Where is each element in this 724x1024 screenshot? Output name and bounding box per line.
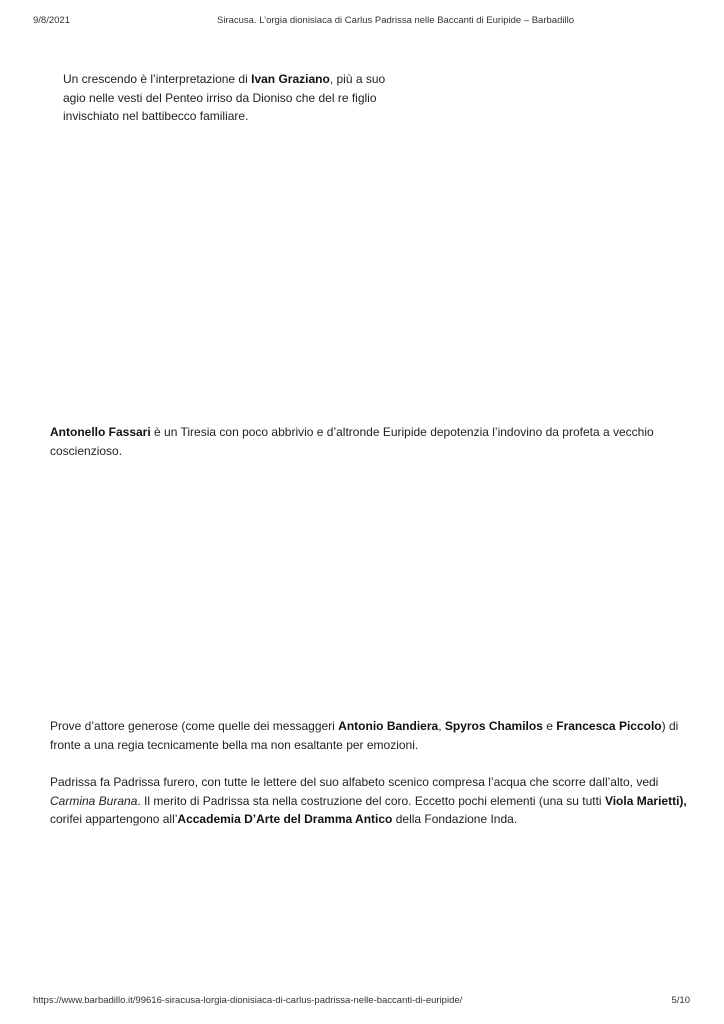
paragraph-padrissa bbox=[50, 773, 700, 829]
footer-page-number: 5/10 bbox=[671, 995, 690, 1006]
header-date: 9/8/2021 bbox=[33, 15, 70, 26]
paragraph-text: Un crescendo è l’interpretazione di bbox=[63, 72, 252, 86]
actor-name-ivan-graziano: Ivan Graziano bbox=[251, 72, 330, 86]
paragraph-text: corifei appartengono all’ bbox=[50, 812, 178, 826]
actor-name-viola-marietti: Viola Marietti), bbox=[604, 793, 687, 808]
work-title-carmina-burana: Carmina Burana bbox=[50, 793, 138, 808]
footer-url: https://www.barbadillo.it/99616-siracusa-lorgia-dionisiaca-di-carlus-padrissa-nelle-baccanti-di-euripide/ bbox=[33, 995, 463, 1006]
header-page-title: Siracusa. L’orgia dionisiaca di Carlus Padrissa nelle Baccanti di Euripide – Barbadillo bbox=[217, 15, 574, 26]
paragraph-text: Prove d’attore generose (come quelle dei messaggeri bbox=[50, 719, 339, 733]
paragraph-text: , bbox=[438, 719, 445, 733]
paragraph-text: Padrissa fa Padrissa furero, con tutte le lettere del suo alfabeto scenico compresa l’acqua che scorre dall’alto, vedi bbox=[50, 775, 659, 789]
paragraph-antonello-fassari bbox=[50, 423, 700, 460]
paragraph-text: è un Tiresia con poco abbrivio e d’altronde Euripide depotenzia l’indovino da profeta a vecchio coscienzioso. bbox=[50, 425, 654, 458]
paragraph-text: . Il merito di Padrissa sta nella costruzione del coro. Eccetto pochi elementi (una su tutti bbox=[137, 793, 605, 808]
paragraph-text: , più a suo agio nelle vesti del Penteo irriso da Dioniso che del re figlio invischiato nel battibecco familiare. bbox=[63, 72, 386, 123]
paragraph-messaggeri bbox=[50, 717, 700, 754]
actor-name-francesca-piccolo: Francesca Piccolo bbox=[556, 719, 662, 733]
paragraph-ivan-graziano bbox=[63, 70, 393, 126]
actor-name-antonello-fassari: Antonello Fassari bbox=[50, 425, 151, 439]
actor-name-spyros-chamilos: Spyros Chamilos bbox=[444, 719, 543, 733]
actor-name-antonio-bandiera: Antonio Bandiera bbox=[338, 719, 439, 733]
paragraph-text: ) di fronte a una regia tecnicamente bella ma non esaltante per emozioni. bbox=[50, 719, 679, 752]
paragraph-text: e bbox=[542, 719, 557, 733]
paragraph-text: della Fondazione Inda. bbox=[392, 812, 518, 826]
institution-name-accademia: Accademia D’Arte del Dramma Antico bbox=[177, 812, 393, 826]
